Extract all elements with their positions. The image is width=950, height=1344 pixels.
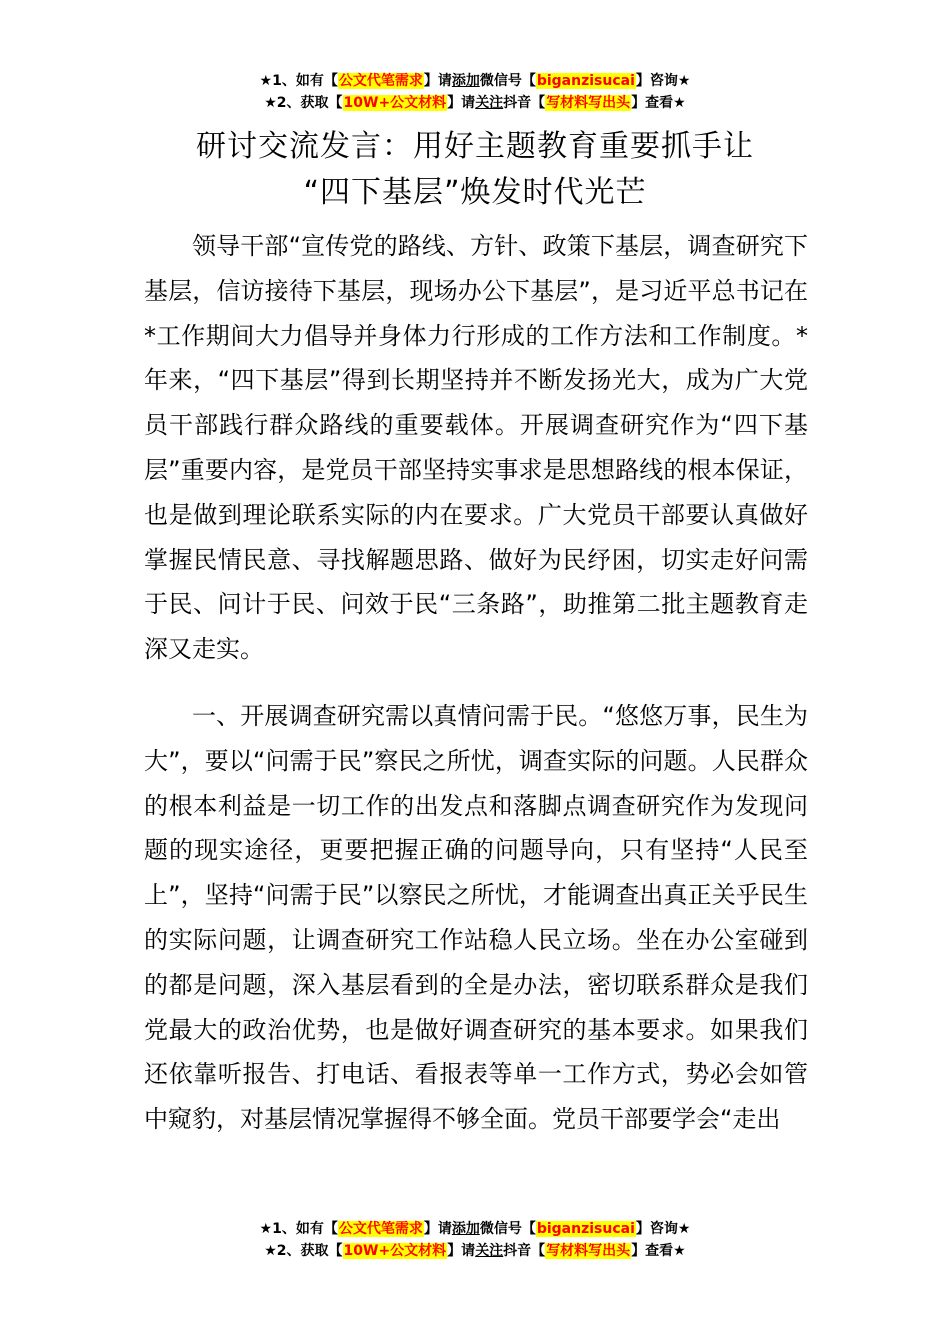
document-body <box>144 224 808 1142</box>
header-banner <box>0 70 950 114</box>
banner-text: 】咨询★ <box>635 73 691 89</box>
banner-text: 】请 <box>423 1221 452 1237</box>
banner-underlined-text: 关注 <box>475 95 504 111</box>
banner-underlined-text: 添加 <box>451 1221 480 1237</box>
banner-underlined-text: 关注 <box>475 1243 504 1259</box>
banner-highlight: 10W+公文材料 <box>343 1243 447 1259</box>
banner-highlight: biganzisucai <box>536 1221 635 1237</box>
banner-line-2 <box>0 92 950 114</box>
banner-text: 】请 <box>447 1243 476 1259</box>
banner-line-1 <box>0 1218 950 1240</box>
banner-text: ★1、如有【 <box>259 1221 338 1237</box>
banner-text: ★2、获取【 <box>264 1243 343 1259</box>
title-line-2: “四下基层”焕发时代光芒 <box>303 175 647 210</box>
banner-text: 】咨询★ <box>635 1221 691 1237</box>
paragraph-section-1: 一、开展调查研究需以真情问需于民。“悠悠万事，民生为大”，要以“问需于民”察民之所忧，调查实际的问题。人民群众的根本利益是一切工作的出发点和落脚点调查研究作为发现问题的现实途径，更要把握正确的问题导向，只有坚持“人民至上”，坚持“问需于民”以察民之所忧，才能调查出真正关乎民生的实际问题，让调查研究工作站稳人民立场。坐在办公室碰到的都是问题，深入基层看到的全是办法，密切联系群众是我们党最大的政治优势，也是做好调查研究的基本要求。如果我们还依靠听报告、打电话、看报表等单一工作方式，势必会如管中窥豹，对基层情况掌握得不够全面。党员干部要学会“走出 <box>144 701 808 1134</box>
title-line-1: 研讨交流发言：用好主题教育重要抓手让 <box>196 129 754 164</box>
banner-highlight: biganzisucai <box>536 73 635 89</box>
banner-line-2 <box>0 1240 950 1262</box>
document-title <box>120 124 830 216</box>
banner-highlight: 写材料写出头 <box>546 95 631 111</box>
banner-line-1 <box>0 70 950 92</box>
banner-text: 抖音【 <box>503 1243 546 1259</box>
banner-text: 微信号【 <box>479 73 536 89</box>
banner-text: 】请 <box>447 95 476 111</box>
banner-text: ★2、获取【 <box>264 95 343 111</box>
banner-text: 】请 <box>423 73 452 89</box>
paragraph-intro: 领导干部“宣传党的路线、方针、政策下基层，调查研究下基层，信访接待下基层，现场办公下基层”，是习近平总书记在*工作期间大力倡导并身体力行形成的工作方法和工作制度。*年来，“四下基层”得到长期坚持并不断发扬光大，成为广大党员干部践行群众路线的重要载体。开展调查研究作为“四下基层”重要内容，是党员干部坚持实事求是思想路线的根本保证，也是做到理论联系实际的内在要求。广大党员干部要认真做好掌握民情民意、寻找解题思路、做好为民纾困，切实走好问需于民、问计于民、问效于民“三条路”，助推第二批主题教育走深又走实。 <box>144 232 808 664</box>
banner-text: 抖音【 <box>503 95 546 111</box>
banner-text: 】查看★ <box>631 1243 686 1259</box>
banner-underlined-text: 添加 <box>451 73 480 89</box>
banner-highlight: 写材料写出头 <box>546 1243 631 1259</box>
banner-text: 】查看★ <box>631 95 686 111</box>
banner-text: 微信号【 <box>479 1221 536 1237</box>
banner-highlight: 公文代笔需求 <box>338 73 423 89</box>
footer-banner <box>0 1218 950 1262</box>
banner-highlight: 公文代笔需求 <box>338 1221 423 1237</box>
banner-highlight: 10W+公文材料 <box>343 95 447 111</box>
banner-text: ★1、如有【 <box>259 73 338 89</box>
